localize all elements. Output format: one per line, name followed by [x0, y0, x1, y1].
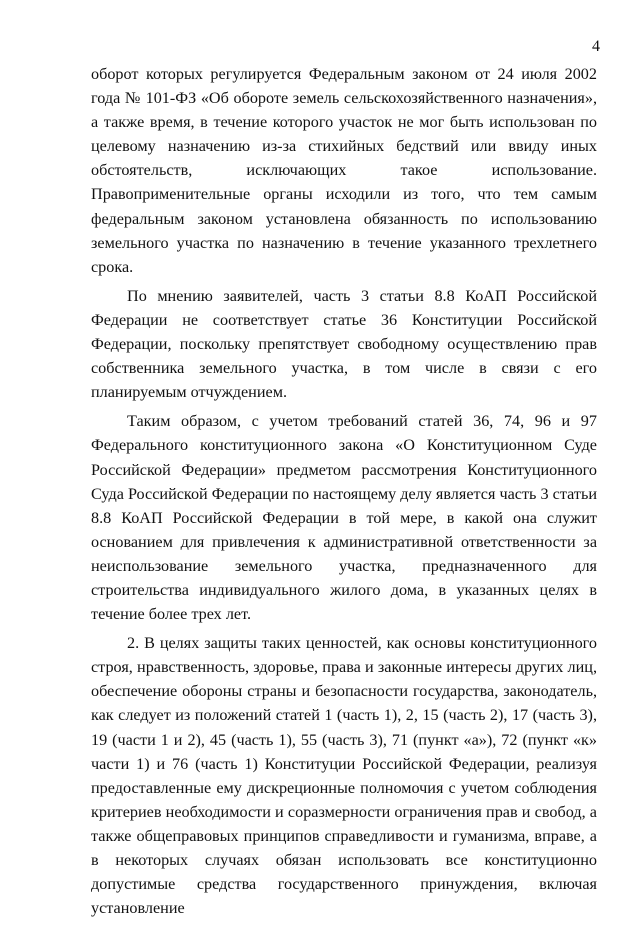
paragraph-continuation: оборот которых регулируется Федеральным законом от 24 июля 2002 года № 101-ФЗ «Об обороте земель сельскохозяйственного назначения», а также время, в течение которого участок не мог быть использован по целевому назначению из-за стихийных бедствий или ввиду иных обстоятельств, исключающих такое использование. Правоприменительные органы исходили из того, что тем самым федеральным законом установлена обязанность по использованию земельного участка по назначению в течение указанного трехлетнего срока. — [91, 65, 597, 276]
page-number: 4 — [592, 38, 600, 55]
paragraph-section-2: 2. В целях защиты таких ценностей, как основы конституционного строя, нравственность, здоровье, права и законные интересы других лиц, обеспечение обороны страны и безопасности государства, законодатель, как следует из положений статей 1 (часть 1), 2, 15 (часть 2), 17 (часть 3), 19 (части 1 и 2), 45 (часть 1), 55 (часть 3), 71 (пункт «а»), 72 (пункт «к» части 1) и 76 (часть 1) Конституции Российской Федерации, реализуя предоставленные ему дискреционные полномочия с учетом соблюдения критериев необходимости и соразмерности ограничения прав и свобод, а также общеправовых принципов справедливости и гуманизма, вправе, а в некоторых случаях обязан использовать все конституционно допустимые средства государственного принуждения, включая установление — [91, 634, 597, 918]
paragraph-subject-of-review: Таким образом, с учетом требований статей 36, 74, 96 и 97 Федерального конституционного закона «О Конституционном Суде Российской Федерации» предметом рассмотрения Конституционного Суда Российской Федерации по настоящему делу является часть 3 статьи 8.8 КоАП Российской Федерации в той мере, в какой она служит основанием для привлечения к административной ответственности за неиспользование земельного участка, предназначенного для строительства индивидуального жилого дома, в указанных целях в течение более трех лет. — [91, 412, 597, 624]
paragraph-applicants-opinion: По мнению заявителей, часть 3 статьи 8.8 КоАП Российской Федерации не соответствует статье 36 Конституции Российской Федерации, поскольку препятствует свободному осуществлению прав собственника земельного участка, в том числе в связи с его планируемым отчуждением. — [91, 286, 597, 402]
document-body — [91, 62, 597, 925]
